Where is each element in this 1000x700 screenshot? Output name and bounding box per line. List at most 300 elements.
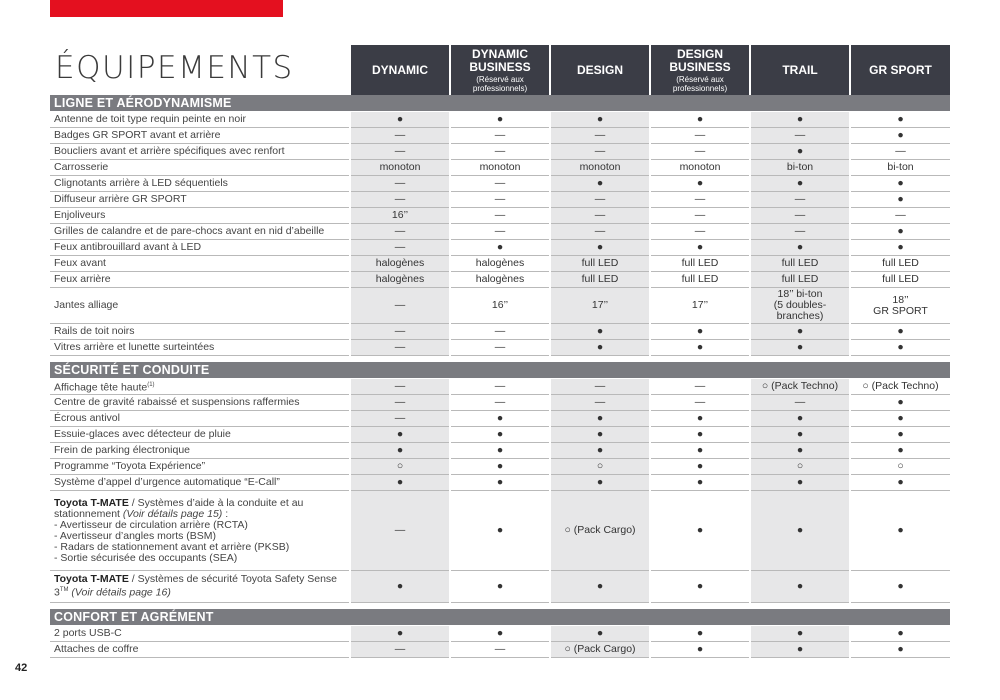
value-cell <box>450 443 550 459</box>
value-cell <box>850 443 950 459</box>
value-text: ● <box>696 325 704 337</box>
value-cell <box>550 395 650 411</box>
value-cell <box>550 192 650 208</box>
value-cell <box>850 288 950 324</box>
value-cell <box>550 491 650 571</box>
value-cell <box>450 208 550 224</box>
value-text: ● <box>596 476 604 488</box>
value-text: monoton <box>379 161 421 173</box>
value-cell <box>850 340 950 356</box>
table-row <box>50 256 950 272</box>
value-text: ● <box>596 444 604 456</box>
value-text: — <box>394 396 406 408</box>
value-text: ● <box>596 580 604 592</box>
value-text: — <box>394 524 406 536</box>
feature-label <box>50 626 350 642</box>
value-text: ● <box>396 428 404 440</box>
feature-label <box>50 176 350 192</box>
column-header-trail: TRAIL <box>750 45 850 95</box>
value-text: ● <box>696 627 704 639</box>
value-cell <box>850 475 950 491</box>
value-cell <box>650 340 750 356</box>
value-cell <box>450 324 550 340</box>
value-text: ● <box>897 193 904 205</box>
value-cell <box>450 112 550 128</box>
value-cell <box>350 324 450 340</box>
feature-label-text: Badges GR SPORT avant et arrière <box>54 129 221 141</box>
value-cell <box>850 144 950 160</box>
feature-label-text: Clignotants arrière à LED séquentiels <box>54 177 228 189</box>
value-text: ○ (Pack Techno) <box>761 380 839 392</box>
value-text: ● <box>696 412 704 424</box>
value-cell <box>550 340 650 356</box>
page-number: 42 <box>15 662 28 674</box>
value-cell <box>650 240 750 256</box>
value-cell <box>550 272 650 288</box>
value-text: ● <box>696 428 704 440</box>
table-row <box>50 459 950 475</box>
feature-label-text: Feux avant <box>54 257 106 269</box>
feature-label <box>50 491 350 571</box>
value-cell <box>350 176 450 192</box>
value-cell <box>750 427 850 443</box>
value-cell <box>650 379 750 395</box>
value-cell <box>350 475 450 491</box>
feature-label-text: Jantes alliage <box>54 299 119 311</box>
value-cell <box>350 411 450 427</box>
value-cell <box>850 379 950 395</box>
value-text: — <box>394 193 406 205</box>
value-text: 17’’ <box>591 299 609 311</box>
value-cell <box>350 642 450 658</box>
value-text: ● <box>696 341 704 353</box>
value-text: ● <box>796 241 804 253</box>
value-cell <box>850 395 950 411</box>
value-text: ○ (Pack Cargo) <box>564 524 636 536</box>
table-row <box>50 112 950 128</box>
feature-label <box>50 642 350 658</box>
value-cell <box>350 128 450 144</box>
feature-label <box>50 443 350 459</box>
value-cell <box>750 379 850 395</box>
value-text: bi-ton <box>887 161 914 173</box>
feature-label <box>50 208 350 224</box>
feature-label-text: Enjoliveurs <box>54 209 106 221</box>
value-text: ● <box>796 580 804 592</box>
value-text: 17’’ <box>691 299 709 311</box>
feature-label <box>50 324 350 340</box>
feature-label <box>50 288 350 324</box>
value-cell <box>650 626 750 642</box>
value-text: — <box>494 129 506 141</box>
value-text: — <box>594 396 606 408</box>
value-text: — <box>494 341 506 353</box>
feature-label <box>50 571 350 603</box>
feature-label-text: Centre de gravité rabaissé et suspensions raffermies <box>54 396 300 408</box>
value-text: ● <box>596 428 604 440</box>
value-cell <box>750 112 850 128</box>
value-text: ● <box>897 412 904 424</box>
table-row <box>50 272 950 288</box>
value-text: — <box>594 145 606 157</box>
value-text: ● <box>596 341 604 353</box>
value-cell <box>550 128 650 144</box>
column-header-gr-sport: GR SPORT <box>850 45 950 95</box>
value-cell <box>550 112 650 128</box>
value-text: — <box>494 145 506 157</box>
value-text: ● <box>696 580 704 592</box>
value-cell <box>850 491 950 571</box>
feature-label-text: Antenne de toit type requin peinte en noir <box>54 113 247 125</box>
value-cell <box>550 208 650 224</box>
value-cell <box>550 459 650 475</box>
value-cell <box>650 176 750 192</box>
column-header-design: DESIGN <box>550 45 650 95</box>
value-cell <box>350 144 450 160</box>
value-text: ● <box>696 113 704 125</box>
top-red-accent-bar <box>50 0 283 17</box>
value-text: ● <box>796 325 804 337</box>
value-text: — <box>694 145 706 157</box>
value-cell <box>750 192 850 208</box>
value-text: — <box>794 129 806 141</box>
value-cell <box>450 571 550 603</box>
value-cell <box>450 475 550 491</box>
table-row <box>50 128 950 144</box>
value-cell <box>850 324 950 340</box>
value-cell <box>350 443 450 459</box>
feature-label-text: Feux antibrouillard avant à LED <box>54 241 202 253</box>
value-cell <box>450 256 550 272</box>
value-cell <box>850 427 950 443</box>
feature-label-text: Système d’appel d’urgence automatique “E-Call” <box>54 476 280 488</box>
value-text: ● <box>496 428 504 440</box>
feature-label <box>50 411 350 427</box>
value-cell <box>650 475 750 491</box>
column-header-design-business: DESIGN BUSINESS (Réservé aux professionnels) <box>650 45 750 95</box>
value-text: ● <box>897 177 904 189</box>
value-cell <box>750 571 850 603</box>
value-text: ● <box>696 643 704 655</box>
value-cell <box>550 240 650 256</box>
feature-label-text: Carrosserie <box>54 161 109 173</box>
value-cell <box>650 642 750 658</box>
feature-label-text: Grilles de calandre et de pare-chocs avant en nid d’abeille <box>54 225 325 237</box>
feature-label-text: Diffuseur arrière GR SPORT <box>54 193 187 205</box>
value-text: ● <box>897 113 904 125</box>
feature-sub-item: - Avertisseur de circulation arrière (RCTA) <box>54 518 248 531</box>
feature-label <box>50 144 350 160</box>
value-cell <box>550 475 650 491</box>
table-row <box>50 491 950 571</box>
value-cell <box>350 340 450 356</box>
value-text: GR SPORT <box>873 304 928 317</box>
value-cell <box>450 459 550 475</box>
value-text: (5 doubles-branches) <box>773 299 827 322</box>
value-cell <box>350 459 450 475</box>
feature-label-note: (Voir détails page 16) <box>68 586 171 599</box>
value-cell <box>350 272 450 288</box>
feature-label <box>50 475 350 491</box>
value-text: — <box>694 129 706 141</box>
feature-label <box>50 427 350 443</box>
feature-label-text: / Systèmes de sécurité Toyota Safety Sense 3 <box>54 573 338 599</box>
value-cell <box>350 626 450 642</box>
value-cell <box>750 395 850 411</box>
value-cell <box>750 240 850 256</box>
feature-label-text: 2 ports USB-C <box>54 627 122 639</box>
value-cell <box>750 475 850 491</box>
value-text: full LED <box>781 257 819 269</box>
feature-label <box>50 272 350 288</box>
value-cell <box>750 160 850 176</box>
column-header-dynamic: DYNAMIC <box>350 45 450 95</box>
value-cell <box>350 427 450 443</box>
value-text: ● <box>796 627 804 639</box>
value-text: — <box>394 643 406 655</box>
value-cell <box>550 411 650 427</box>
value-text: ● <box>696 524 704 536</box>
table-row <box>50 379 950 395</box>
value-text: ● <box>796 412 804 424</box>
value-text: ● <box>897 225 904 237</box>
value-text: — <box>794 396 806 408</box>
feature-label-text: Frein de parking électronique <box>54 444 190 456</box>
value-text: ● <box>897 524 904 536</box>
value-text: ● <box>596 627 604 639</box>
value-cell <box>450 240 550 256</box>
value-cell <box>850 459 950 475</box>
feature-label-text: Rails de toit noirs <box>54 325 135 337</box>
feature-label-text: Affichage tête haute <box>54 381 148 394</box>
table-row <box>50 395 950 411</box>
value-cell <box>650 224 750 240</box>
value-text: — <box>895 145 906 157</box>
section-title: CONFORT ET AGRÉMENT <box>50 609 950 626</box>
value-text: ● <box>897 627 904 639</box>
value-text: ● <box>396 627 404 639</box>
value-cell <box>850 160 950 176</box>
table-row <box>50 475 950 491</box>
value-cell <box>750 642 850 658</box>
value-text: monoton <box>579 161 621 173</box>
section-title: SÉCURITÉ ET CONDUITE <box>50 362 950 379</box>
value-cell <box>550 324 650 340</box>
value-cell <box>350 256 450 272</box>
table-row <box>50 224 950 240</box>
value-text: ○ <box>796 460 804 472</box>
section-header <box>50 362 950 379</box>
feature-label <box>50 224 350 240</box>
value-text: 16’’ <box>391 209 409 221</box>
value-text: — <box>594 209 606 221</box>
value-text: — <box>394 241 406 253</box>
section-title: LIGNE ET AÉRODYNAMISME <box>50 95 950 112</box>
table-row <box>50 240 950 256</box>
value-text: halogènes <box>375 257 425 269</box>
value-text: — <box>694 193 706 205</box>
value-text: — <box>594 129 606 141</box>
value-cell <box>350 288 450 324</box>
value-text: ● <box>796 177 804 189</box>
value-cell <box>650 128 750 144</box>
value-cell <box>750 288 850 324</box>
trademark-marker: TM <box>59 587 69 594</box>
value-text: halogènes <box>475 273 525 285</box>
table-row <box>50 160 950 176</box>
value-text: ● <box>897 444 904 456</box>
value-text: ● <box>897 643 904 655</box>
value-text: — <box>494 225 506 237</box>
value-text: ○ <box>596 460 604 472</box>
value-cell <box>750 324 850 340</box>
value-cell <box>650 208 750 224</box>
value-cell <box>650 324 750 340</box>
value-text: — <box>494 209 506 221</box>
value-text: full LED <box>681 273 719 285</box>
value-text: — <box>394 129 406 141</box>
value-text: ● <box>596 325 604 337</box>
value-cell <box>650 160 750 176</box>
value-text: ● <box>796 145 804 157</box>
equipment-table <box>50 45 950 658</box>
feature-sub-item: - Sortie sécurisée des occupants (SEA) <box>54 551 238 564</box>
value-cell <box>850 626 950 642</box>
value-cell <box>650 491 750 571</box>
value-cell <box>450 128 550 144</box>
value-cell <box>450 626 550 642</box>
value-cell <box>850 112 950 128</box>
value-cell <box>850 192 950 208</box>
value-cell <box>650 192 750 208</box>
table-row <box>50 324 950 340</box>
feature-label-text: Essuie-glaces avec détecteur de pluie <box>54 428 231 440</box>
value-text: — <box>394 380 406 392</box>
value-cell <box>450 395 550 411</box>
feature-label <box>50 395 350 411</box>
value-text: ● <box>696 241 704 253</box>
value-text: ● <box>496 627 504 639</box>
value-cell <box>350 379 450 395</box>
value-cell <box>550 288 650 324</box>
value-cell <box>750 128 850 144</box>
value-text: — <box>394 341 406 353</box>
value-cell <box>350 240 450 256</box>
value-cell <box>450 224 550 240</box>
value-text: ● <box>496 444 504 456</box>
section-header <box>50 95 950 112</box>
feature-label <box>50 379 350 395</box>
value-cell <box>850 208 950 224</box>
value-text: ● <box>897 341 904 353</box>
value-cell <box>450 340 550 356</box>
value-cell <box>450 491 550 571</box>
value-text: — <box>794 225 806 237</box>
value-cell <box>850 411 950 427</box>
value-text: ● <box>897 129 904 141</box>
value-cell <box>550 176 650 192</box>
value-text: ● <box>696 444 704 456</box>
value-cell <box>350 224 450 240</box>
value-text: — <box>594 225 606 237</box>
value-cell <box>550 160 650 176</box>
table-row <box>50 288 950 324</box>
value-text: — <box>694 225 706 237</box>
feature-sub-item: - Radars de stationnement avant et arrière (PKSB) <box>54 540 290 553</box>
value-text: — <box>394 225 406 237</box>
value-text: ● <box>796 341 804 353</box>
value-text: ○ (Pack Cargo) <box>564 643 636 655</box>
value-text: ● <box>796 428 804 440</box>
feature-label <box>50 459 350 475</box>
value-text: ● <box>796 643 804 655</box>
value-cell <box>650 427 750 443</box>
value-cell <box>750 491 850 571</box>
value-cell <box>850 176 950 192</box>
value-text: — <box>494 380 506 392</box>
value-cell <box>350 491 450 571</box>
value-cell <box>550 443 650 459</box>
feature-label-text: Feux arrière <box>54 273 111 285</box>
value-text: monoton <box>479 161 521 173</box>
table-row <box>50 340 950 356</box>
value-cell <box>450 144 550 160</box>
value-cell <box>750 626 850 642</box>
value-text: full LED <box>681 257 719 269</box>
value-cell <box>350 208 450 224</box>
value-cell <box>450 160 550 176</box>
feature-label <box>50 340 350 356</box>
value-text: ● <box>496 241 504 253</box>
value-text: — <box>394 299 406 311</box>
value-text: — <box>694 396 706 408</box>
page-title: ÉQUIPEMENTS <box>55 50 294 86</box>
value-cell <box>450 427 550 443</box>
feature-label <box>50 128 350 144</box>
value-text: ● <box>897 325 904 337</box>
value-text: full LED <box>581 273 619 285</box>
value-cell <box>650 459 750 475</box>
value-text: — <box>494 325 506 337</box>
value-cell <box>750 340 850 356</box>
feature-label <box>50 160 350 176</box>
value-text: — <box>394 412 406 424</box>
value-cell <box>750 176 850 192</box>
value-text: ● <box>396 580 404 592</box>
feature-label-text: Programme “Toyota Expérience” <box>54 460 206 472</box>
value-text: monoton <box>679 161 721 173</box>
table-row <box>50 208 950 224</box>
value-cell <box>350 395 450 411</box>
value-text: halogènes <box>475 257 525 269</box>
feature-sub-item: - Avertisseur d’angles morts (BSM) <box>54 529 217 542</box>
value-text: full LED <box>882 257 919 269</box>
value-text: ○ <box>897 460 904 472</box>
value-text: ● <box>796 476 804 488</box>
column-header-dynamic-business: DYNAMIC BUSINESS (Réservé aux professionnels) <box>450 45 550 95</box>
feature-label-text: Vitres arrière et lunette surteintées <box>54 341 215 353</box>
value-text: ● <box>496 460 504 472</box>
feature-label-text: Écrous antivol <box>54 412 120 424</box>
value-cell <box>550 256 650 272</box>
value-cell <box>750 272 850 288</box>
value-text: ○ <box>396 460 404 472</box>
footnote-marker: (1) <box>147 381 155 388</box>
table-row <box>50 176 950 192</box>
value-text: — <box>394 145 406 157</box>
value-text: ● <box>897 476 904 488</box>
value-text: ● <box>396 113 404 125</box>
